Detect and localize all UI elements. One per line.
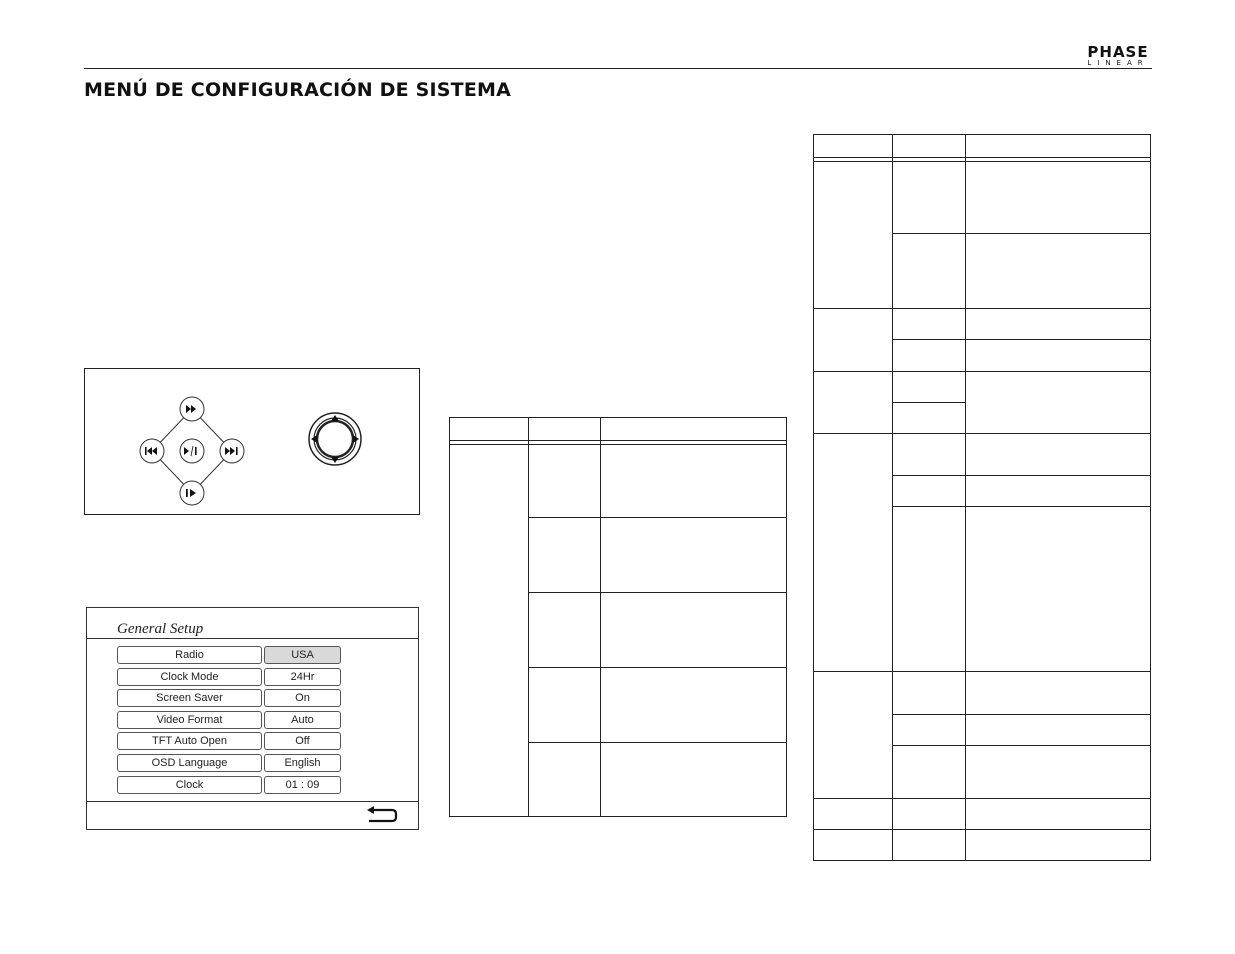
- setup-value[interactable]: USA: [264, 646, 341, 664]
- setup-value[interactable]: On: [264, 689, 341, 707]
- general-setup-screen: [86, 607, 419, 830]
- setup-label[interactable]: Video Format: [117, 711, 262, 729]
- setup-label[interactable]: Screen Saver: [117, 689, 262, 707]
- setup-label[interactable]: Radio: [117, 646, 262, 664]
- middle-settings-table: [449, 417, 787, 817]
- logo-word-top: PHASE: [1087, 43, 1149, 61]
- setup-value[interactable]: English: [264, 754, 341, 772]
- brand-logo: [1082, 43, 1154, 68]
- play-pause-icon: [180, 439, 204, 463]
- return-icon[interactable]: [365, 805, 399, 825]
- next-icon: [220, 439, 244, 463]
- setup-value[interactable]: 01 : 09: [264, 776, 341, 794]
- right-settings-table: [813, 134, 1151, 861]
- setup-title-divider: [87, 638, 418, 639]
- page-title: MENÚ DE CONFIGURACIÓN DE SISTEMA: [84, 79, 512, 101]
- setup-value[interactable]: Off: [264, 732, 341, 750]
- fast-forward-icon: [180, 397, 204, 421]
- setup-screen-title: General Setup: [117, 621, 204, 637]
- setup-footer-divider: [87, 801, 418, 802]
- setup-value[interactable]: Auto: [264, 711, 341, 729]
- setup-value[interactable]: 24Hr: [264, 668, 341, 686]
- previous-icon: [140, 439, 164, 463]
- remote-diagram-svg: [85, 369, 421, 516]
- setup-label[interactable]: Clock Mode: [117, 668, 262, 686]
- logo-word-bottom: LINEAR: [1087, 59, 1149, 67]
- remote-diagram: [84, 368, 420, 515]
- setup-label[interactable]: OSD Language: [117, 754, 262, 772]
- setup-label[interactable]: Clock: [117, 776, 262, 794]
- joystick-knob-icon: [309, 413, 361, 465]
- setup-label[interactable]: TFT Auto Open: [117, 732, 262, 750]
- header-divider: [84, 68, 1152, 69]
- slow-play-icon: [180, 481, 204, 505]
